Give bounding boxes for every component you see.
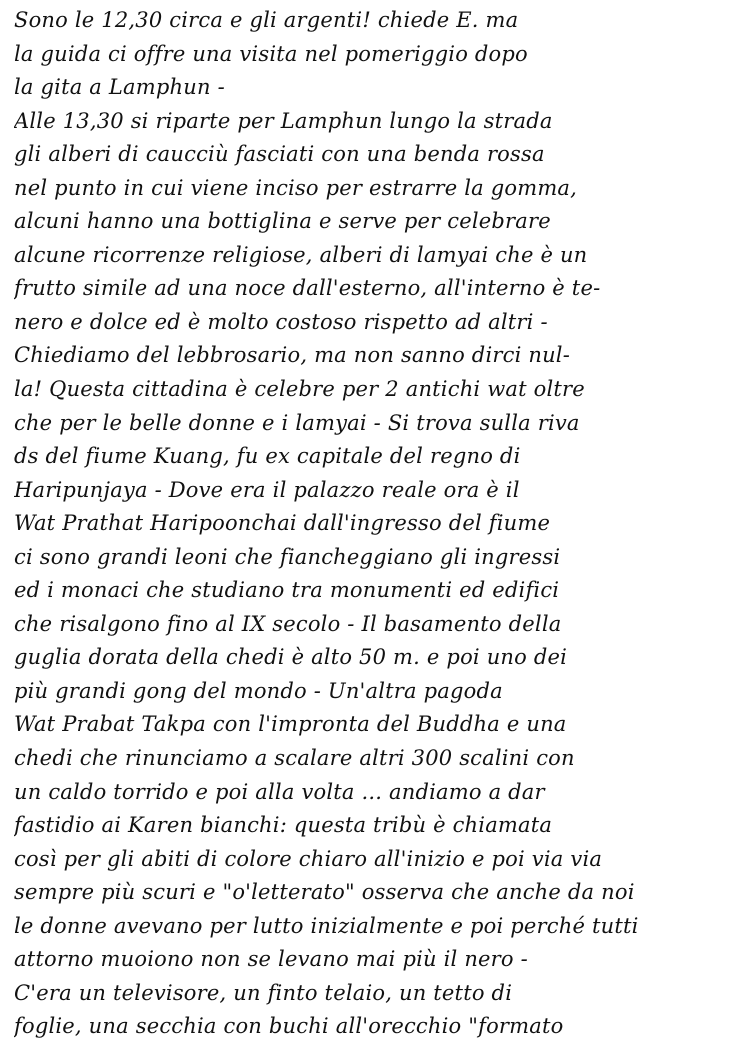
text-line: Haripunjaya - Dove era il palazzo reale ora è il [14,477,520,502]
text-line: ed i monaci che studiano tra monumenti ed edifici [14,578,560,603]
text-line: nero e dolce ed è molto costoso rispetto ad altri - [14,309,548,334]
text-line: Alle 13,30 si riparte per Lamphun lungo la strada [14,108,553,133]
text-line: la guida ci offre una visita nel pomeriggio dopo [14,41,528,66]
text-line: C'era un televisore, un finto telaio, un tetto di [14,980,513,1005]
text-line: un caldo torrido e poi alla volta ... andiamo a dar [14,779,545,804]
text-line: ci sono grandi leoni che fiancheggiano gli ingressi [14,544,561,569]
text-line: chedi che rinunciamo a scalare altri 300 scalini con [14,746,575,771]
text-line: alcune ricorrenze religiose, alberi di lamyai che è un [14,242,588,267]
handwritten-text-block [14,4,732,1044]
text-line: ds del fiume Kuang, fu ex capitale del regno di [14,444,521,469]
text-line: gli alberi di caucciù fasciati con una benda rossa [14,142,545,167]
text-line: foglie, una secchia con buchi all'orecchio "formato [14,1014,564,1039]
text-line: la gita a Lamphun - [14,75,225,100]
text-line: guglia dorata della chedi è alto 50 m. e poi uno dei [14,645,568,670]
text-line: Wat Prathat Haripoonchai dall'ingresso del fiume [14,511,551,536]
text-line: più grandi gong del mondo - Un'altra pagoda [14,678,503,703]
text-line: così per gli abiti di colore chiaro all'inizio e poi via via [14,846,603,871]
text-line: Chiediamo del lebbrosario, ma non sanno dirci nul- [14,343,571,368]
text-line: frutto simile ad una noce dall'esterno, all'interno è te- [14,276,601,301]
text-line: nel punto in cui viene inciso per estrarre la gomma, [14,175,578,200]
text-line: Sono le 12,30 circa e gli argenti! chiede E. ma [14,8,519,32]
text-line: attorno muoiono non se levano mai più il nero - [14,947,528,972]
text-line: la! Questa cittadina è celebre per 2 antichi wat oltre [14,377,585,402]
text-line: che per le belle donne e i lamyai - Si trova sulla riva [14,410,580,435]
text-line: che risalgono fino al IX secolo - Il basamento della [14,611,562,636]
text-line: le donne avevano per lutto inizialmente e poi perché tutti [14,913,639,938]
text-line: fastidio ai Karen bianchi: questa tribù è chiamata [14,813,553,838]
text-line: Wat Prabat Takpa con l'impronta del Buddha e una [14,712,567,737]
text-line: alcuni hanno una bottiglina e serve per celebrare [14,209,551,234]
text-line: sempre più scuri e "o'letterato" osserva che anche da noi [14,880,635,905]
